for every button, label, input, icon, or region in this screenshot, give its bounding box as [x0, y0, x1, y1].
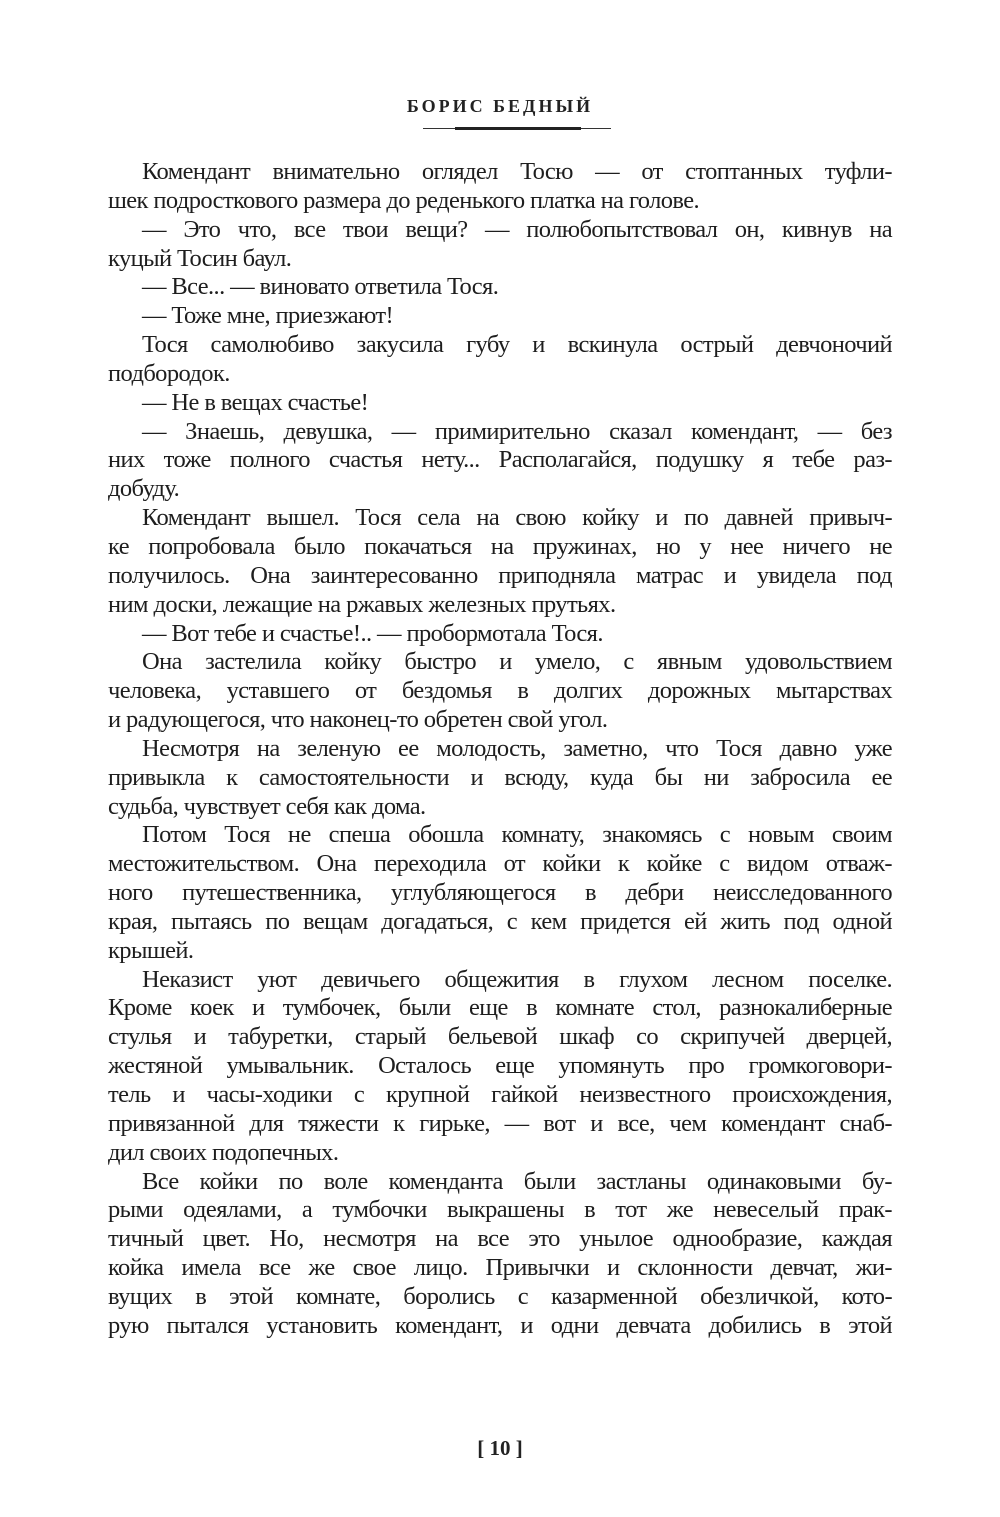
text-line: Потом Тося не спеша обошла комнату, знакомясь с новым своим [142, 821, 892, 849]
text-line: — Знаешь, девушка, — примирительно сказал комендант, — без [142, 417, 892, 445]
author-name: БОРИС БЕДНЫЙ [406, 96, 594, 116]
body-text [108, 158, 892, 1341]
text-line: тель и часы-ходики с крупной гайкой неизвестного происхождения, [108, 1081, 892, 1108]
text-line: Комендант внимательно оглядел Тосю — от стоптанных туфли- [142, 158, 892, 185]
text-line: стулья и табуретки, старый бельевой шкаф со скрипучей дверцей, [108, 1023, 892, 1051]
text-line: ним доски, лежащие на ржавых железных прутьях. [108, 590, 616, 618]
text-line: и радующегося, что наконец-то обретен свой угол. [108, 706, 608, 734]
text-line: Все койки по воле коменданта были застланы одинаковыми бу- [142, 1167, 892, 1195]
text-line: куцый Тосин баул. [108, 244, 292, 272]
text-line: рую пытался установить комендант, и одни девчата добились в этой [108, 1311, 892, 1339]
text-line: рыми одеялами, а тумбочки выкрашены в тот же невеселый прак- [108, 1196, 892, 1224]
text-line: ного путешественника, углубляющегося в дебри неисследованного [108, 879, 892, 907]
text-line: койка имела все же свое лицо. Привычки и склонности девчат, жи- [108, 1254, 892, 1282]
text-line: — Все... — виновато ответила Тося. [142, 273, 499, 301]
text-line: тичный цвет. Но, несмотря на все это унылое однообразие, каждая [108, 1225, 892, 1253]
text-line: привыкла к самостоятельности и всюду, куда бы ни забросила ее [108, 763, 892, 791]
text-line: — Тоже мне, приезжают! [142, 302, 394, 330]
text-line: — Это что, все твои вещи? — полюбопытствовал он, кивнув на [142, 215, 892, 243]
text-line: Она застелила койку быстро и умело, с явным удовольствием [142, 648, 892, 676]
text-line: местожительством. Она переходила от койки к койке с видом отваж- [108, 850, 892, 878]
text-line: вущих в этой комнате, боролись с казарменной обезличкой, кото- [108, 1282, 892, 1310]
text-line: добуду. [108, 475, 180, 503]
text-line: судьба, чувствует себя как дома. [108, 792, 426, 820]
text-line: Неказист уют девичьего общежития в глухом лесном поселке. [142, 965, 892, 993]
text-line: края, пытаясь по вещам догадаться, с кем придется ей жить под одной [108, 907, 892, 935]
text-line: человека, уставшего от бездомья в долгих дорожных мытарствах [108, 677, 892, 705]
page-number: [ 10 ] [477, 1436, 523, 1460]
header-rule-accent [455, 127, 581, 130]
text-line: привязанной для тяжести к гирьке, — вот и все, чем комендант снаб- [108, 1109, 892, 1137]
text-line: жестяной умывальник. Осталось еще упомянуть про громкоговори- [108, 1052, 892, 1080]
text-line: получилось. Она заинтересованно приподняла матрас и увидела под [108, 561, 892, 589]
text-line: Комендант вышел. Тося села на свою койку и по давней привыч- [142, 504, 892, 532]
text-line: Кроме коек и тумбочек, были еще в комнате стол, разнокалиберные [108, 994, 892, 1022]
text-line: Тося самолюбиво закусила губу и вскинула острый девчоночий [142, 331, 892, 359]
running-header [0, 96, 1000, 117]
text-line: ке попробовала было покачаться на пружинах, но у нее ничего не [108, 532, 892, 560]
text-line: крышей. [108, 936, 194, 964]
text-line: — Вот тебе и счастье!.. — пробормотала Тося. [142, 619, 603, 647]
text-line: Несмотря на зеленую ее молодость, заметно, что Тося давно уже [142, 734, 892, 762]
text-line: дил своих подопечных. [108, 1138, 339, 1166]
text-line: них тоже полного счастья нету... Располагайся, подушку я тебе раз- [108, 446, 892, 474]
text-line: подбородок. [108, 359, 230, 387]
text-line: — Не в вещах счастье! [142, 388, 369, 416]
text-line: шек подросткового размера до реденького платка на голове. [108, 186, 700, 214]
